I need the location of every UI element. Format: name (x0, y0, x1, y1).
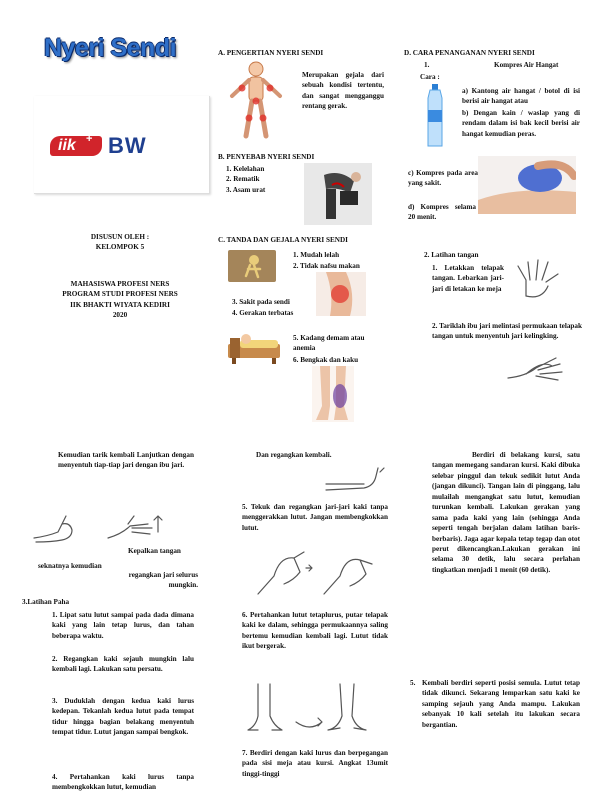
sec-a-body: Merupakan gejala dari sebuah kondisi tertentu, dan sangat mengganggu rentang gerak. (302, 71, 384, 111)
sec-d-tangan-step-1: 1. Letakkan telapak tangan. Lebarkan jari-jari di letakan ke meja (432, 264, 504, 293)
swollen-legs-photo (312, 366, 354, 422)
sec-b-item: 1. Kelelahan (226, 165, 265, 173)
paha-step-4: 4. Pertahankan kaki lurus tanpa membengkokkan lutut, kemudian (52, 773, 194, 792)
right-para-1: Berdiri di belakang kursi, satu tangan memegang sandaran kursi. Kaki dibuka selebar pinggul dan tekuk sedikit lutut Anda (jangan dikunci). Tangan lain di pinggang, lalu mulailah mengangkat satu lutut, kemudian turunkan kembali. Lakukan gerakan yang sama pada kaki yang lain (sehingga Anda seperti tengah berjalan dalam latihan baris-berbaris). Jaga agar kepala tetap tegap dan otot perut dikencangkan.Lakukan gerakan ini selama 30 detik, lalu secara perlahan tingkatkan menjadi 1 menit (60 detik). (432, 451, 580, 574)
hand-spread-sketch (512, 256, 568, 300)
credits (30, 232, 210, 321)
tired-figure-illustration (228, 250, 276, 282)
latihan-paha-heading: 3.Latihan Paha (22, 598, 70, 606)
credits-line3: IIK BHAKTI WIYATA KEDIRI (70, 300, 170, 309)
sec-a-heading: A. PENGERTIAN NYERI SENDI (218, 49, 324, 57)
sec-b-heading: B. PENYEBAB NYERI SENDI (218, 153, 315, 161)
logo-plus-text: + (86, 133, 93, 145)
bottom-left-intro: Kemudian tarik kembali Lanjutkan dengan menyentuh tiap-tiap jari dengan ibu jari. (58, 451, 194, 470)
caption-seknatnya: seknatnya kemudian (38, 562, 102, 570)
paha-step-3: 3. Duduklah dengan kedua kaki lurus kedepan. Tekanlah kedua lutut pada tempat tidur hingga bagian belakang menyentuh tempat tidur. Lutut jangan sampai bengkok. (52, 697, 194, 737)
bottom-mid-top: Dan regangkan kembali. (256, 451, 332, 459)
sec-d-tangan-step-2: 2. Tariklah ibu jari melintasi permukaan telapak tangan untuk menyentuh jari kelingking. (432, 322, 582, 341)
credits-line1: MAHASISWA PROFESI NERS (70, 279, 170, 288)
sec-c-item-5: 5. Kadang demam atau anemia (293, 334, 365, 353)
caption-regangkan: regangkan jari selurus mungkin. (128, 571, 198, 590)
logo-panel (34, 96, 210, 194)
sec-d-step-d: d) Kompres selama 20 menit. (408, 203, 476, 222)
sec-b-list (226, 164, 265, 195)
credits-group: KELOMPOK 5 (95, 243, 145, 252)
sec-d-heading: D. CARA PENANGANAN NYERI SENDI (404, 49, 535, 57)
logo-iik-text: iik (58, 137, 76, 154)
sec-b-item: 2. Rematik (226, 175, 260, 184)
leg-stretch-sketch (324, 462, 388, 494)
water-bottle-illustration (424, 84, 446, 148)
sick-in-bed-illustration (226, 326, 282, 366)
logo-bw-text: BW (108, 133, 147, 158)
warm-compress-photo (478, 156, 576, 214)
sec-c-item-2: 2. Tidak nafsu makan (293, 262, 360, 270)
sec-b-item: 3. Asam urat (226, 185, 266, 194)
mid-step-6: 6. Pertahankan lutut tetaplurus, putar telapak kaki ke dalam, sehingga permukaannya saling bertemu kemudian kembali lagi. Lutut tidak ikut bergerak. (242, 611, 388, 651)
sec-d-step-c: c) Kompres pada area yang sakit. (408, 169, 478, 188)
sec-d-step-b: b) Dengan kain / waslap yang di rendam dalam isi bak kecil berisi air hangat kemudian peras. (462, 109, 580, 138)
thumb-touch-sketch (506, 346, 568, 386)
fist-sketch (32, 510, 92, 546)
page-title: Nyeri Sendi (44, 34, 177, 62)
mid-step-5: 5. Tekuk dan regangkan jari-jari kaki tanpa menggerakkan lutut. Jangan membengkokkan lutut. (242, 503, 388, 532)
paha-step-2: 2. Regangkan kaki sejauh mungkin lalu kembali lagi. Lakukan satu persatu. (52, 655, 194, 674)
skeleton-illustration (218, 60, 294, 142)
sec-d-cara-label: Cara : (420, 73, 440, 81)
toes-flex-sketch (254, 546, 384, 598)
sec-c-item-1: 1. Mudah lelah (293, 251, 340, 259)
back-pain-photo (304, 163, 372, 225)
credits-line2: PROGRAM STUDI PROFESI NERS (62, 290, 178, 299)
sec-d-step-a: a) Kantong air hangat / botol di isi berisi air hangat atau (462, 87, 580, 106)
open-hand-sketch (104, 512, 170, 542)
sec-c-heading: C. TANDA DAN GEJALA NYERI SENDI (218, 236, 348, 244)
credits-by-label: DISUSUN OLEH : (90, 233, 150, 241)
mid-step-7: 7. Berdiri dengan kaki lurus dan berpegangan pada sisi meja atau kursi. Angkat 13umit tinggi-tinggi (242, 749, 388, 778)
caption-kepalkan: Kepalkan tangan (128, 547, 181, 555)
right-num-5: 5. (410, 679, 416, 687)
sec-d-kompres-label: Kompres Air Hangat (494, 61, 559, 69)
paha-step-1: 1. Lipat satu lutut sampai pada dada dimana kaki yang lain tetap lurus, dan tahan beberapa waktu. (52, 611, 194, 640)
institution-logo (50, 134, 200, 160)
sec-c-item-3: 3. Sakit pada sendi (232, 298, 290, 306)
right-para-2: Kembali berdiri seperti posisi semula. Lutut tetap tidak dikunci. Sekarang lemparkan satu kaki ke samping sejauh yang Anda mampu. Lakukan sebanyak 10 kali setelah itu lakukan secara bergantian. (422, 679, 580, 729)
ankle-rotate-sketch (244, 682, 384, 736)
sec-d-num-1: 1. (424, 61, 430, 69)
sec-c-item-6: 6. Bengkak dan kaku (293, 356, 359, 364)
sec-c-item-4: 4. Gerakan terbatas (232, 309, 294, 317)
knee-pain-photo (316, 272, 366, 316)
sec-d-latihan-tangan: 2. Latihan tangan (424, 251, 479, 259)
credits-year: 2020 (112, 311, 128, 320)
